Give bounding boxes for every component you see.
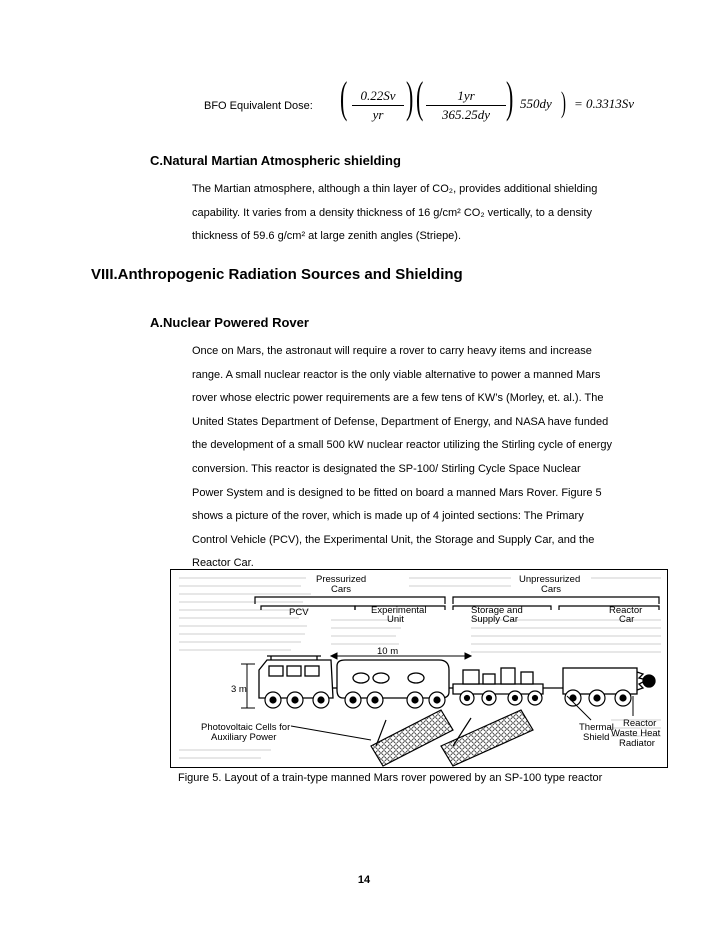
rover-figure (170, 569, 668, 768)
car-label: Car (619, 614, 635, 625)
experimental-label: Experimental (371, 605, 427, 616)
paragraph-line: thickness of 59.6 g/cm² at large zenith angles (Striepe). (192, 230, 462, 243)
equation-factor: 550dy (520, 96, 552, 111)
reactor-car-label: Reactor (609, 605, 643, 616)
fraction-2-numerator: 1yr (426, 88, 506, 106)
paragraph-line: The Martian atmosphere, although a thin layer of CO₂, provides additional shielding (192, 183, 598, 195)
bfo-equation (340, 73, 635, 138)
figure-caption: Figure 5. Layout of a train-type manned Mars rover powered by an SP-100 type reactor (178, 772, 603, 784)
fraction-2 (426, 88, 506, 123)
waste-heat-label: Waste Heat (611, 728, 661, 739)
unit-label: Unit (387, 614, 404, 625)
paragraph-line: Power System and is designed to be fitted on board a manned Mars Rover. Figure 5 (192, 486, 602, 499)
pcv-label: PCV (289, 607, 309, 618)
ten-m-label: 10 m (377, 646, 399, 657)
paragraph-line: the development of a small 500 kW nuclear reactor utilizing the Stirling cycle of energy (192, 439, 613, 452)
left-paren: ( (340, 73, 348, 122)
pressurized-label: Pressurized (316, 574, 367, 585)
rover-diagram (171, 570, 667, 767)
paragraph-line: Reactor Car. (192, 557, 254, 570)
equation-label: BFO Equivalent Dose: (204, 100, 313, 112)
paragraph-line: conversion. This reactor is designated the SP-100/ Stirling Cycle Space Nuclear (192, 462, 581, 475)
left-paren: ( (416, 73, 424, 122)
fraction-1 (352, 88, 404, 123)
shield-label: Shield (583, 732, 610, 743)
section-a-paragraph (192, 340, 632, 576)
paragraph-line: Once on Mars, the astronaut will require a rover to carry heavy items and increase (192, 345, 592, 357)
paragraph-line: capability. It varies from a density thickness of 16 g/cm² CO₂ vertically, to a density (192, 206, 593, 219)
paragraph-line: shows a picture of the rover, which is made up of 4 jointed sections: The Primary (192, 510, 584, 523)
radiator-label: Radiator (619, 738, 655, 749)
photovoltaic-panels (371, 710, 533, 766)
fraction-1-numerator: 0.22Sv (352, 88, 404, 106)
paragraph-line: rover whose electric power requirements are a few tens of KW’s (Morley, et. al.). The (192, 392, 604, 405)
page-number: 14 (357, 874, 371, 886)
equation-result: = 0.3313Sv (574, 96, 635, 111)
pressurized-cars-label: Cars (331, 584, 352, 595)
section-brackets (255, 597, 659, 610)
paragraph-line: United States Department of Defense, Department of Energy, and NASA have funded (192, 415, 609, 428)
fraction-2-denominator: 365.25dy (441, 107, 491, 122)
fraction-1-denominator: yr (372, 107, 384, 122)
section-c-paragraph (192, 178, 632, 249)
pv-label-1: Photovoltaic Cells for (201, 722, 291, 733)
supply-car-label: Supply Car (471, 614, 518, 625)
section-viii-heading: VIII.Anthropogenic Radiation Sources and Shielding (91, 266, 463, 283)
three-m-label: 3 m (231, 684, 247, 695)
storage-label: Storage and (471, 605, 523, 616)
paragraph-line: Control Vehicle (PCV), the Experimental Unit, the Storage and Supply Car, and the (192, 533, 595, 546)
unpressurized-cars-label: Cars (541, 584, 562, 595)
thermal-label: Thermal (579, 722, 614, 733)
section-c-heading: C.Natural Martian Atmospheric shielding (150, 153, 401, 168)
paragraph-line: range. A small nuclear reactor is the only viable alternative to power a manned Mars (192, 368, 601, 381)
right-paren: ) (561, 86, 566, 119)
section-a-heading: A.Nuclear Powered Rover (150, 315, 309, 330)
pv-label-2: Auxiliary Power (211, 732, 277, 743)
right-paren: ) (506, 73, 514, 122)
right-paren: ) (406, 73, 414, 122)
pv-leader-line (291, 726, 371, 740)
unpressurized-label: Unpressurized (519, 574, 581, 585)
reactor-label: Reactor (623, 718, 657, 729)
ten-m-dimension (331, 653, 471, 659)
